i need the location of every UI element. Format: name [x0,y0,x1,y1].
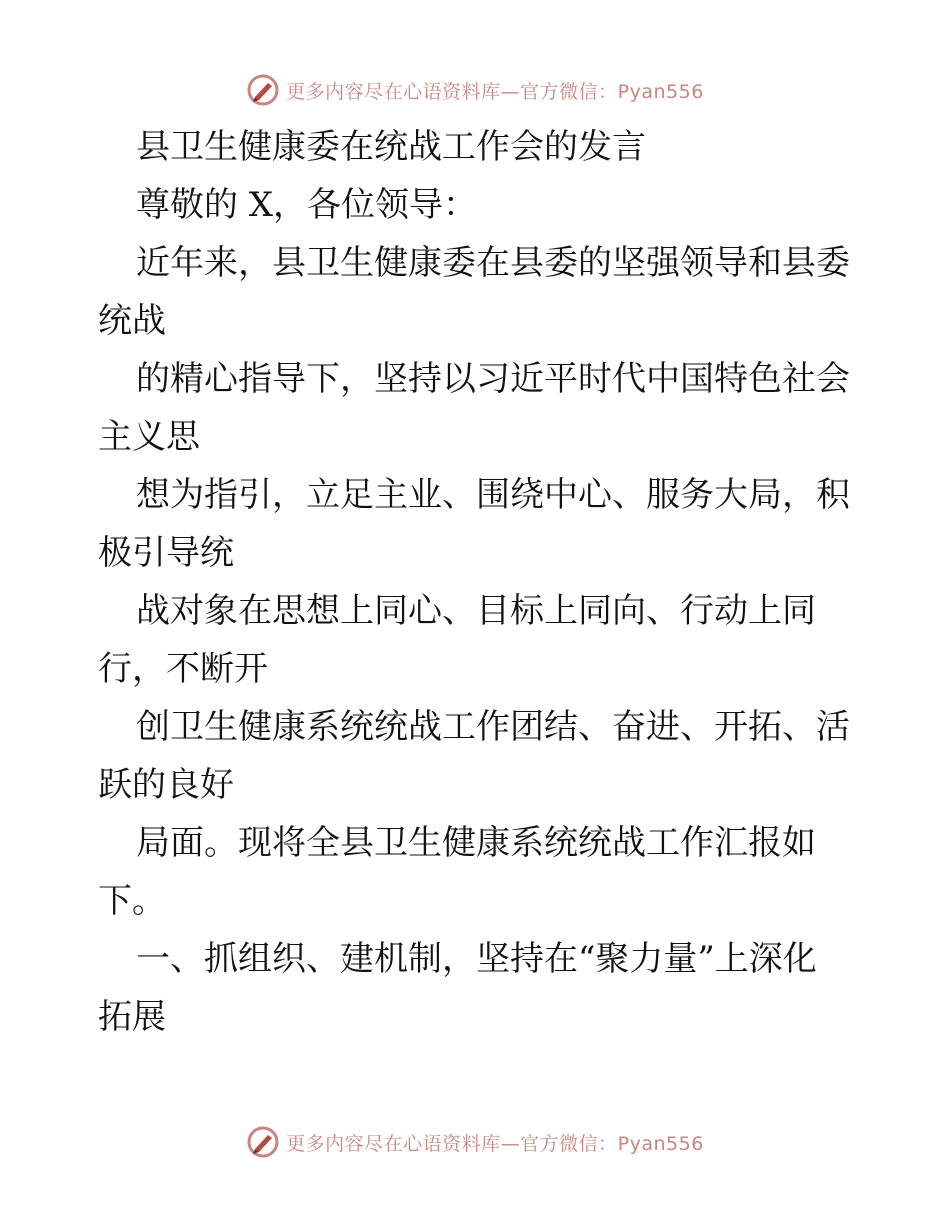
header-watermark [0,70,950,110]
document-body [98,118,868,1046]
text-line: 下。 [98,881,166,921]
text-line: 拓展 [98,997,166,1037]
watermark-text: 更多内容尽在心语资料库—官方微信：Pyan556 [286,80,704,103]
text-line: 想为指引，立足主业、围绕中心、服务大局，积 [136,475,850,515]
text-line: 局面。现将全县卫生健康系统统战工作汇报如 [136,823,816,863]
text-line: 的精心指导下，坚持以习近平时代中国特色社会 [136,359,850,399]
pen-swirl-logo-icon [246,1125,280,1159]
text-line: 统战 [98,301,166,341]
watermark-text: 更多内容尽在心语资料库—官方微信：Pyan556 [286,1132,704,1155]
text-line: 极引导统 [98,533,234,573]
pen-swirl-logo-icon [246,73,280,107]
text-line: 战对象在思想上同心、目标上同向、行动上同 [136,591,816,631]
text-line: 主义思 [98,417,200,457]
text-line: 创卫生健康系统统战工作团结、奋进、开拓、活 [136,707,850,747]
text-line: 尊敬的 X，各位领导： [136,185,478,225]
document-title: 县卫生健康委在统战工作会的发言 [136,127,646,167]
text-line: 跃的良好 [98,765,234,805]
footer-watermark [0,1122,950,1162]
text-line: 行，不断开 [98,649,268,689]
text-line: 近年来，县卫生健康委在县委的坚强领导和县委 [136,243,850,283]
text-line: 一、抓组织、建机制，坚持在“聚力量”上深化 [136,939,817,979]
